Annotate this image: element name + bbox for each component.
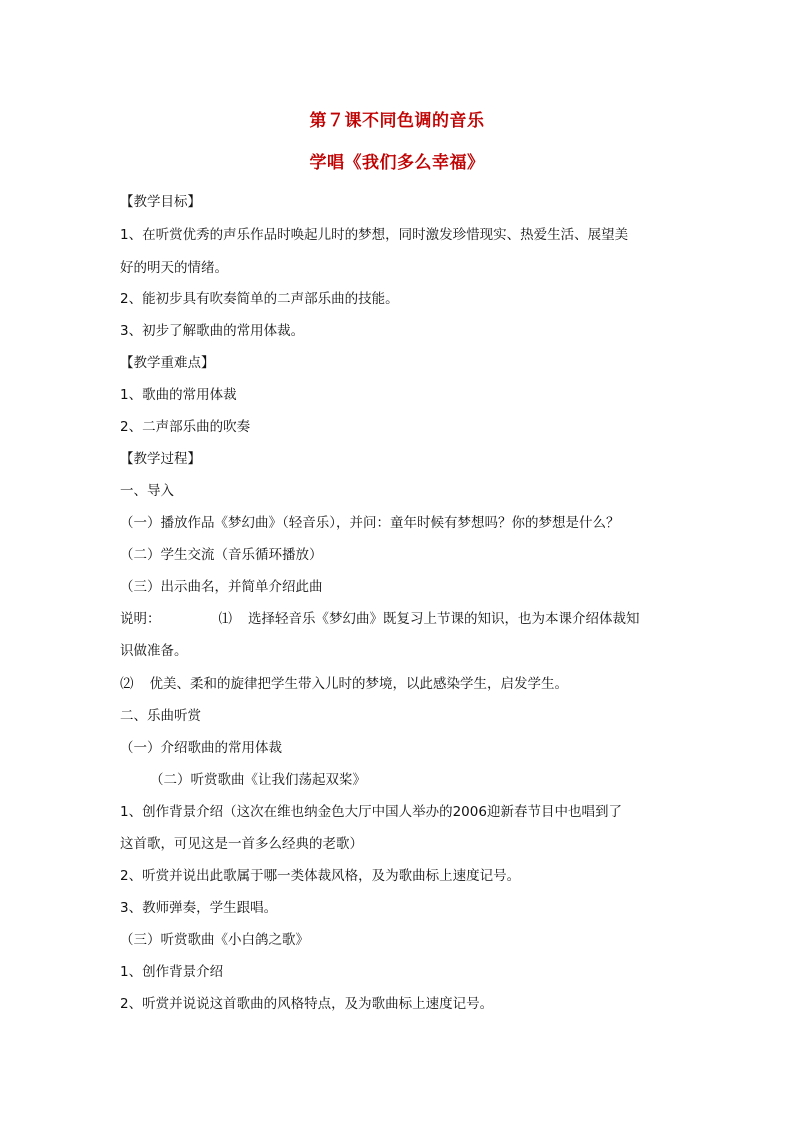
text-line: 2、听赏并说出此歌属于哪一类体裁风格，及为歌曲标上速度记号。	[120, 868, 521, 884]
text-line: （三）听赏歌曲《小白鸽之歌》	[120, 932, 309, 948]
text-line: 3、教师弹奏，学生跟唱。	[120, 900, 278, 916]
section-heading-process: 【教学过程】	[120, 451, 201, 467]
text-line: 二、乐曲听赏	[120, 708, 201, 724]
note-number: ⑴	[218, 611, 232, 627]
text-line: （三）出示曲名，并简单介绍此曲	[120, 579, 323, 595]
text-line: 1、创作背景介绍	[120, 964, 224, 980]
text-line: 识做准备。	[120, 643, 188, 659]
text-line: 2、听赏并说说这首歌曲的风格特点，及为歌曲标上速度记号。	[120, 996, 494, 1012]
note-line-2	[120, 674, 680, 694]
note-number: ⑵	[120, 676, 134, 692]
note-label: 说明：	[120, 611, 161, 627]
text-line: （一）播放作品《梦幻曲》（轻音乐），并问：童年时候有梦想吗？你的梦想是什么？	[120, 515, 620, 531]
note-text: 选择轻音乐《梦幻曲》既复习上节课的知识，也为本课介绍体裁知	[248, 611, 640, 627]
lesson-title: 第７课不同色调的音乐	[309, 111, 485, 131]
section-heading-objectives: 【教学目标】	[120, 194, 201, 210]
text-line: 1、歌曲的常用体裁	[120, 387, 237, 403]
text-line: 3、初步了解歌曲的常用体裁。	[120, 323, 305, 339]
text-line: 2、二声部乐曲的吹奏	[120, 419, 251, 435]
text-line: （二）听赏歌曲《让我们荡起双桨》	[150, 772, 366, 788]
lesson-subtitle: 学唱《我们多么幸福》	[309, 153, 485, 173]
note-line-1	[120, 609, 680, 629]
text-line: （二）学生交流（音乐循环播放）	[120, 547, 323, 563]
text-line: 1、在听赏优秀的声乐作品时唤起儿时的梦想，同时激发珍惜现实、热爱生活、展望美	[120, 227, 629, 243]
text-line: 这首歌，可见这是一首多么经典的老歌）	[120, 836, 363, 852]
note-text: 优美、柔和的旋律把学生带入儿时的梦境，以此感染学生，启发学生。	[149, 676, 568, 692]
text-line: （一）介绍歌曲的常用体裁	[120, 740, 282, 756]
text-line: 一、导入	[120, 483, 174, 499]
section-heading-key-points: 【教学重难点】	[120, 355, 215, 371]
text-line: 2、能初步具有吹奏简单的二声部乐曲的技能。	[120, 291, 399, 307]
text-line: 好的明天的情绪。	[120, 260, 228, 276]
text-line: 1、创作背景介绍（这次在维也纳金色大厅中国人举办的2006迎新春节目中也唱到了	[120, 804, 622, 820]
